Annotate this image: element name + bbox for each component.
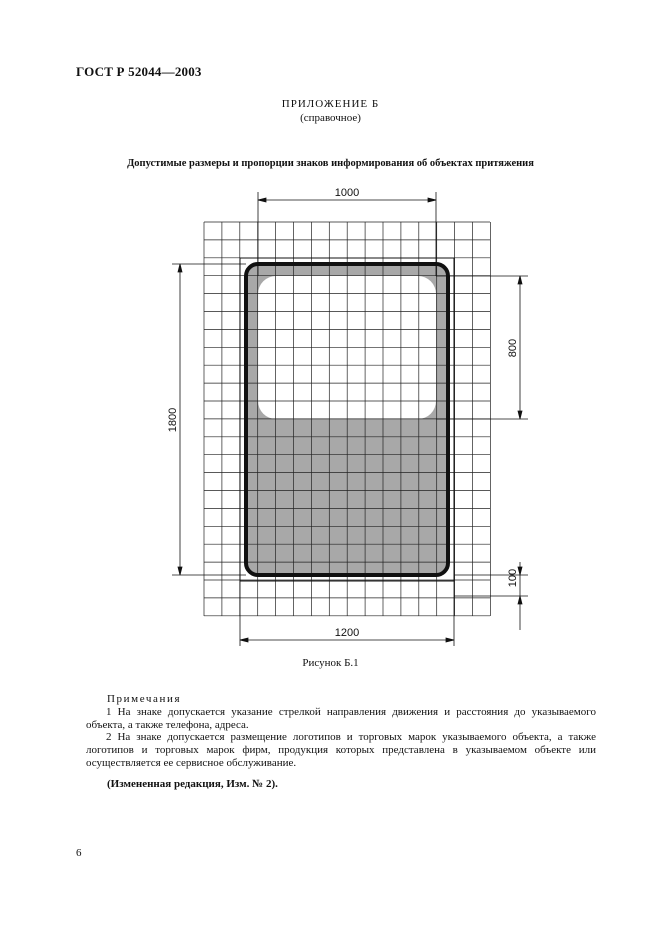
note-text: 1 На знаке допускается указание стрелкой направления движения и расстояния до указываемого объекта, а также телефона, адреса. [86, 706, 596, 731]
dim-label-left: 1800 [167, 407, 179, 433]
figure-caption: Рисунок Б.1 [302, 657, 359, 669]
note-item-1 [86, 706, 596, 732]
appendix-title: ПРИЛОЖЕНИЕ Б [281, 98, 380, 110]
amendment-note: (Измененная редакция, Изм. № 2). [107, 778, 278, 790]
dim-label-right-panel: 800 [507, 338, 519, 358]
note-text: 2 На знаке допускается размещение логотипов и торговых марок указываемого объекта, а также логотипов и торговых марок фирм, продукция которых представлена в указываемом объекте или осуществляется ее сервисное обслуживание. [86, 731, 596, 769]
page-number: 6 [76, 847, 82, 859]
note-item-2 [86, 731, 596, 770]
figure-heading: Допустимые размеры и пропорции знаков информирования об объектах притяжения [127, 158, 534, 169]
dimension-left [172, 264, 246, 575]
notes-title: Примечания [107, 693, 182, 705]
dim-label-top: 1000 [334, 187, 360, 199]
dim-label-bottom: 1200 [334, 627, 360, 639]
dim-label-right-margin: 100 [507, 568, 519, 588]
appendix-subtitle: (справочное) [300, 112, 361, 124]
standard-code: ГОСТ Р 52044—2003 [76, 64, 202, 79]
